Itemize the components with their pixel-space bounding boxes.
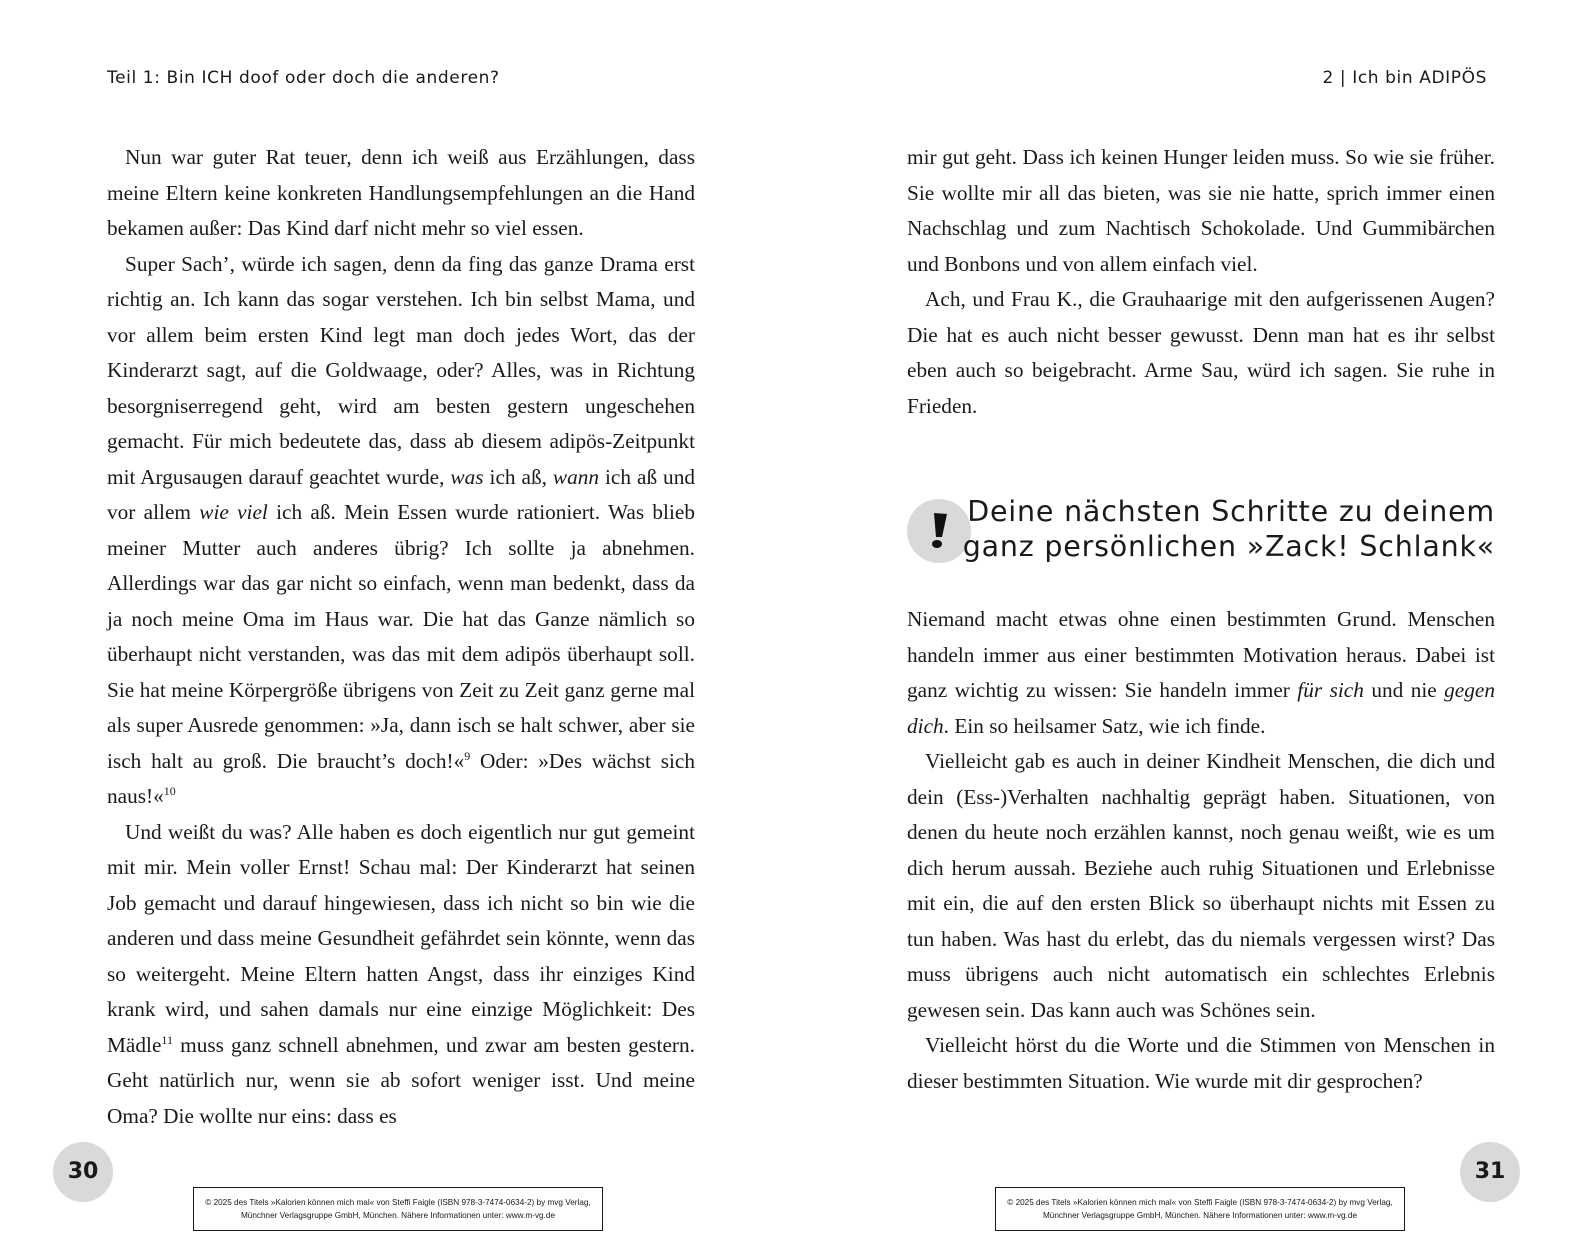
section-title-line: ganz persönlichen »Zack! Schlank« bbox=[962, 530, 1495, 563]
text-run: und nie bbox=[1363, 678, 1445, 702]
text-run: Super Sach’, würde ich sagen, denn da fing das ganze Drama erst richtig an. Ich kann das sogar verstehen. Ich bin selbst Mama, und vor allem beim ersten Kind legt man doch jedes Wort, das der Kinderarzt sagt, auf die Goldwaage, oder? Alles, was in Richtung besorgniserregend geht, wird am besten gestern ungeschehen gemacht. Für mich bedeutete das, dass ab diesem adipös-Zeitpunkt mit Argusaugen darauf geachtet wurde, bbox=[107, 251, 695, 489]
paragraph: Ach, und Frau K., die Grauhaarige mit den aufgerissenen Augen? Die hat es auch nicht besser gewusst. Denn man hat es ihr selbst eben auch so beigebracht. Arme Sau, würd ich sagen. Sie ruhe in Frieden. bbox=[907, 287, 1495, 418]
section-heading bbox=[907, 488, 1497, 568]
emphasis: was bbox=[450, 464, 484, 489]
paragraph bbox=[107, 815, 695, 1135]
running-head: Teil 1: Bin ICH doof oder doch die anderen? bbox=[107, 68, 500, 88]
paragraph bbox=[907, 602, 1495, 744]
emphasis: wie viel bbox=[199, 500, 268, 524]
text-run: ich aß, bbox=[483, 464, 553, 489]
text-run: Niemand macht etwas ohne einen bestimmten Grund. Menschen handeln immer aus einer bestimmten Motivation heraus. Dabei ist ganz wichtig zu wissen: Sie handeln immer bbox=[907, 607, 1495, 702]
copyright-line: Münchner Verlagsgruppe GmbH, München. Nähere Informationen unter: www.m-vg.de bbox=[240, 1211, 555, 1220]
text-run: Und weißt du was? Alle haben es doch eigentlich nur gut gemeint mit mir. Mein voller Ernst! Schau mal: Der Kinderarzt hat seinen Job gemacht und darauf hingewiesen, dass ich nicht so bin wie die anderen und dass meine Gesundheit gefährdet sein könnte, wenn das so weitergeht. Meine Eltern hatten Angst, dass ihr einziges Kind krank wird, und sahen damals nur eine einzige Möglichkeit: Des Mädle bbox=[107, 819, 695, 1057]
footnote-ref: 11 bbox=[161, 1032, 173, 1047]
copyright-line: Münchner Verlagsgruppe GmbH, München. Nähere Informationen unter: www.m-vg.de bbox=[1042, 1211, 1357, 1220]
section-title-line: Deine nächsten Schritte zu deinem bbox=[967, 495, 1495, 528]
body-text bbox=[907, 602, 1495, 1099]
text-run: ich aß und vor allem bbox=[107, 464, 696, 524]
copyright-notice bbox=[193, 1187, 603, 1231]
copyright-line: © 2025 des Titels »Kalorien können mich mal« von Steffi Faigle (ISBN 978-3-7474-0634-2) by mvg Verlag, bbox=[205, 1198, 591, 1207]
running-head: 2 | Ich bin ADIPÖS bbox=[1322, 68, 1487, 88]
text-run: ich aß. Mein Essen wurde rationiert. Was blieb meiner Mutter auch anderes übrig? Ich sollte ja abnehmen. Allerdings war das gar nicht so einfach, wenn man bedenkt, dass da ja noch meine Oma im Haus war. Die hat das Ganze nämlich so überhaupt nicht verstanden, was das mit dem adipös überhaupt soll. Sie hat meine Körpergröße übrigens von Zeit zu Zeit ganz gerne mal als super Ausrede genommen: »Ja, dann isch se halt schwer, aber sie isch halt au groß. Die braucht’s doch!« bbox=[107, 500, 695, 773]
exclamation-icon-graphic bbox=[907, 499, 971, 563]
copyright-line: © 2025 des Titels »Kalorien können mich mal« von Steffi Faigle (ISBN 978-3-7474-0634-2) by mvg Verlag, bbox=[1007, 1198, 1393, 1207]
footnote-ref: 10 bbox=[163, 784, 176, 798]
text-run: . Ein so heilsamer Satz, wie ich finde. bbox=[943, 713, 1266, 738]
copyright-notice bbox=[995, 1187, 1405, 1231]
section-title bbox=[963, 494, 1495, 564]
emphasis: für sich bbox=[1297, 678, 1364, 702]
text-run: Oder: »Des wächst sich naus!« bbox=[107, 748, 696, 808]
emphasis: wann bbox=[552, 464, 600, 489]
paragraph: Vielleicht gab es auch in deiner Kindheit Menschen, die dich und dein (Ess-)Verhalten nachhaltig geprägt haben. Situationen, von denen du heute noch erzählen kannst, noch genau weißt, wie es um dich herum aussah. Beziehe auch ruhig Situationen und Erlebnisse mit ein, die auf den ersten Blick so überhaupt nichts mit Essen zu tun haben. Was hast du erlebt, das du niemals vergessen wirst? Das muss übrigens auch nicht automatisch ein schlechtes Erlebnis gewesen sein. Das kann auch was Schönes sein. bbox=[907, 749, 1495, 1022]
paragraph: Vielleicht hörst du die Worte und die Stimmen von Menschen in dieser bestimmten Situation. Wie wurde mit dir gesprochen? bbox=[907, 1033, 1495, 1093]
paragraph: mir gut geht. Dass ich keinen Hunger leiden muss. So wie sie früher. Sie wollte mir all das bieten, was sie nie hatte, sprich immer einen Nachschlag und zum Nachtisch Schokolade. Und Gummibärchen und Bonbons und von allem einfach viel. bbox=[907, 145, 1495, 276]
text-run: muss ganz schnell abnehmen, und zwar am besten gestern. Geht natürlich nur, wenn sie ab sofort weniger isst. Und meine Oma? Die wollte nur eins: dass es bbox=[107, 1032, 695, 1128]
paragraph: Nun war guter Rat teuer, denn ich weiß aus Erzählungen, dass meine Eltern keine konkreten Handlungsempfehlungen an die Hand bekamen außer: Das Kind darf nicht mehr so viel essen. bbox=[107, 145, 695, 240]
page-number: 31 bbox=[1460, 1142, 1520, 1202]
footnote-ref: 9 bbox=[464, 748, 471, 763]
page-number: 30 bbox=[53, 1142, 113, 1202]
emphasis: gegen dich bbox=[907, 678, 1495, 738]
body-text bbox=[907, 140, 1495, 424]
right-page bbox=[797, 0, 1594, 1240]
exclamation-icon bbox=[907, 499, 971, 563]
body-text bbox=[107, 140, 695, 1134]
paragraph bbox=[107, 247, 695, 815]
